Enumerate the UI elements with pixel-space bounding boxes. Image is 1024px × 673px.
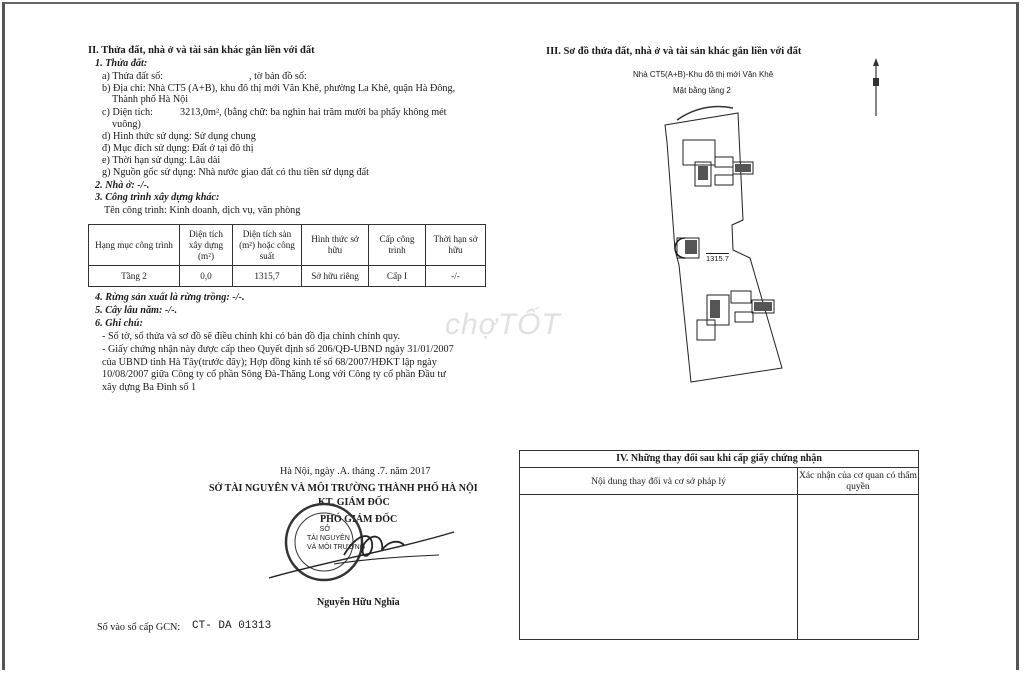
notes-heading: 6. Ghi chú: (95, 318, 143, 329)
diagram-floor-label: Mặt bằng tầng 2 (673, 86, 731, 95)
note-line-3: của UBND tỉnh Hà Tây(trước đây); Hợp đồng kinh tế số 68/2007/HĐKT lập ngày (102, 357, 437, 368)
cell-floor-area: 1315,7 (233, 266, 302, 287)
cell-item: Tầng 2 (89, 266, 180, 287)
authority-confirmation-cell (798, 495, 918, 639)
diagram-subtitle: Nhà CT5(A+B)-Khu đô thị mới Văn Khê (633, 70, 774, 79)
section-2-heading: II. Thửa đất, nhà ở và tài sản khác gắn liền với đất (88, 45, 315, 56)
plan-area-label: 1315.7 (706, 254, 729, 263)
cell-grade: Cấp I (369, 266, 426, 287)
usage-purpose: đ) Mục đích sử dụng: Đất ở tại đô thị (102, 143, 254, 154)
note-line-5: xây dựng Ba Đình số 1 (102, 382, 197, 393)
cell-build-area: 0,0 (180, 266, 233, 287)
map-sheet-number: , tờ bản đồ số: (249, 71, 307, 82)
col-header-ownership: Hình thức sở hữu (302, 225, 369, 266)
registry-number: CT- DA 01313 (192, 620, 272, 632)
usage-origin: g) Nguồn gốc sử dụng: Nhà nước giao đất có thu tiền sử dụng đất (102, 167, 369, 178)
signer-role: PHÓ GIÁM ĐỐC (320, 514, 398, 525)
signer-name: Nguyễn Hữu Nghĩa (317, 597, 400, 608)
north-arrow-icon (870, 58, 882, 118)
registry-label: Số vào sổ cấp GCN: (97, 622, 181, 633)
land-heading: 1. Thửa đất: (95, 58, 148, 69)
house-item: 2. Nhà ở: -/-. (95, 180, 150, 191)
col-header-authority-confirmation: Xác nhận của cơ quan có thẩm quyền (798, 470, 917, 492)
section-3-heading: III. Sơ đồ thửa đất, nhà ở và tài sản khác gắn liền với đất (546, 46, 802, 57)
issue-date: Hà Nội, ngày .A. tháng .7. năm 2017 (280, 466, 431, 477)
changes-table (519, 450, 919, 640)
table-row (89, 266, 486, 287)
signer-title-kt: KT. GIÁM ĐỐC (318, 497, 390, 508)
address-line-2: Thành phố Hà Nội (112, 94, 189, 105)
col-header-floor-area: Diện tích sàn (m²) hoặc công suất (233, 225, 302, 266)
usage-term: e) Thời hạn sử dụng: Lâu dài (102, 155, 221, 166)
area-label: c) Diện tích: (102, 107, 153, 118)
note-line-1: - Số tờ, số thửa và sơ đồ sẽ điều chỉnh khi có bản đồ địa chính chính quy. (102, 331, 401, 342)
area-value-cont: vuông) (112, 119, 141, 130)
stamp-text: SỞ TÀI NGUYÊN VÀ MÔI TRƯỜNG (307, 526, 366, 551)
address-line-1: b) Địa chỉ: Nhà CT5 (A+B), khu đô thị mới Văn Khê, phường La Khê, quận Hà Đông, (102, 83, 456, 94)
col-header-grade: Cấp công trình (369, 225, 426, 266)
note-line-2: - Giấy chứng nhận này được cấp theo Quyết định số 206/QĐ-UBND ngày 31/01/2007 (102, 344, 454, 355)
note-line-4: 10/08/2007 giữa Công ty cổ phần Sông Đà-Thăng Long với Công ty cổ phần Đầu tư (102, 369, 446, 380)
col-header-term: Thời hạn sở hữu (426, 225, 486, 266)
forest-item: 4. Rừng sản xuất là rừng trồng: -/-. (95, 292, 245, 303)
cell-ownership: Sở hữu riêng (302, 266, 369, 287)
work-name: Tên công trình: Kinh doanh, dịch vụ, văn phòng (104, 205, 301, 216)
issuing-agency: SỞ TÀI NGUYÊN VÀ MÔI TRƯỜNG THÀNH PHỐ HÀ NỘI (209, 483, 478, 494)
col-header-item: Hạng mục công trình (89, 225, 180, 266)
col-header-build-area: Diện tích xây dựng (m²) (180, 225, 233, 266)
change-content-cell (520, 495, 798, 639)
perennial-item: 5. Cây lâu năm: -/-. (95, 305, 178, 316)
works-table (88, 224, 486, 287)
cell-term: -/- (426, 266, 486, 287)
area-value: 3213,0m², (bằng chữ: ba nghìn hai trăm mười ba phẩy không mét (180, 107, 447, 118)
col-header-change-content: Nội dung thay đổi và cơ sở pháp lý (520, 468, 798, 494)
land-parcel-number: a) Thửa đất số: (102, 71, 164, 82)
watermark-logo: chợTỐT (445, 308, 561, 341)
floor-plan-diagram (655, 100, 790, 385)
usage-form: d) Hình thức sử dụng: Sử dụng chung (102, 131, 256, 142)
other-works-heading: 3. Công trình xây dựng khác: (95, 192, 220, 203)
section-4-heading: IV. Những thay đổi sau khi cấp giấy chứng nhận (520, 451, 918, 468)
